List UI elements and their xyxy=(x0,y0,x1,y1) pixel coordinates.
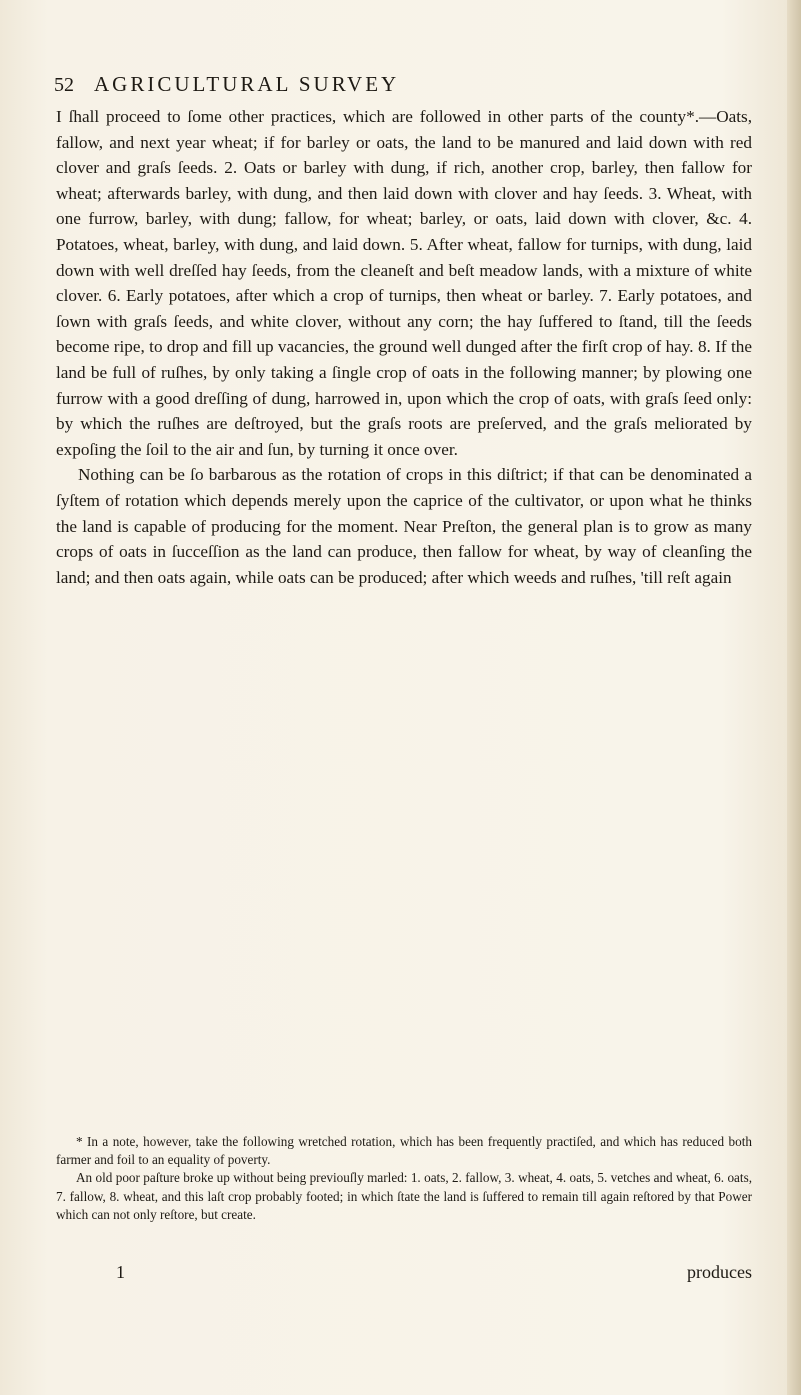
page-number: 52 xyxy=(54,74,74,96)
main-text xyxy=(56,104,752,590)
page-header xyxy=(54,72,754,104)
signature-mark: 1 xyxy=(116,1262,125,1282)
footnote-note: * In a note, however, take the following wretched rotation, which has been frequently practiſed, and which has reduced both farmer and foil to an equality of poverty. xyxy=(56,1134,752,1168)
running-title: AGRICULTURAL SURVEY xyxy=(94,72,400,96)
footnotes xyxy=(56,1133,752,1224)
paragraph-barbarous-rotation: Nothing can be ſo barbarous as the rotation of crops in this diſtrict; if that can be denominated a ſyſtem of rotation which depends merely upon the caprice of the cultivator, or upon what he thinks the land is capable of producing for the moment. Near Preſton, the general plan is to grow as many crops of oats in ſucceſſion as the land can produce, then fallow for wheat, by way of cleanſing the land; and then oats again, while oats can be produced; after which weeds and ruſhes, 'till reſt again xyxy=(56,465,752,587)
footnote-old-pasture: An old poor paſture broke up without being previouſly marled: 1. oats, 2. fallow, 3. wheat, 4. oats, 5. vetches and wheat, 6. oats, 7. fallow, 8. wheat, and this laſt crop probably footed; in which ſtate the land is ſuffered to remain till again reſtored by that Power which can not only reſtore, but create. xyxy=(56,1170,752,1222)
catchword: produces xyxy=(687,1262,752,1282)
page-edge-shadow xyxy=(787,0,801,1395)
paragraph-rotations: I ſhall proceed to ſome other practices, which are followed in other parts of the county*.—Oats, fallow, and next year wheat; if for barley or oats, the land to be manured and laid down with red clover and graſs ſeeds. 2. Oats or barley with dung, if rich, another crop, barley, then fallow for wheat; afterwards barley, with dung, and then laid down with clover and hay ſeeds. 3. Wheat, with one furrow, barley, with dung; fallow, for wheat; barley, or oats, laid down with clover, &c. 4. Potatoes, wheat, barley, with dung, and laid down. 5. After wheat, fallow for turnips, with dung, laid down with well dreſſed hay ſeeds, from the cleaneſt and beſt meadow lands, with a mixture of white clover. 6. Early potatoes, after which a crop of turnips, then wheat or barley. 7. Early potatoes, and ſown with graſs ſeeds, and white clover, without any corn; the hay ſuffered to ſtand, till the ſeeds become ripe, to drop and fill up vacancies, the ground well dunged after the firſt crop of hay. 8. If the land be full of ruſhes, by only taking a ſingle crop of oats in the following manner; by plowing one furrow with a good dreſſing of dung, harrowed in, upon which the crop of oats, with graſs ſeed only: by which the ruſhes are deſtroyed, but the graſs roots are preſerved, and the graſs meliorated by expoſing the ſoil to the air and ſun, by turning it once over. xyxy=(56,107,752,459)
page-footer xyxy=(56,1262,752,1288)
